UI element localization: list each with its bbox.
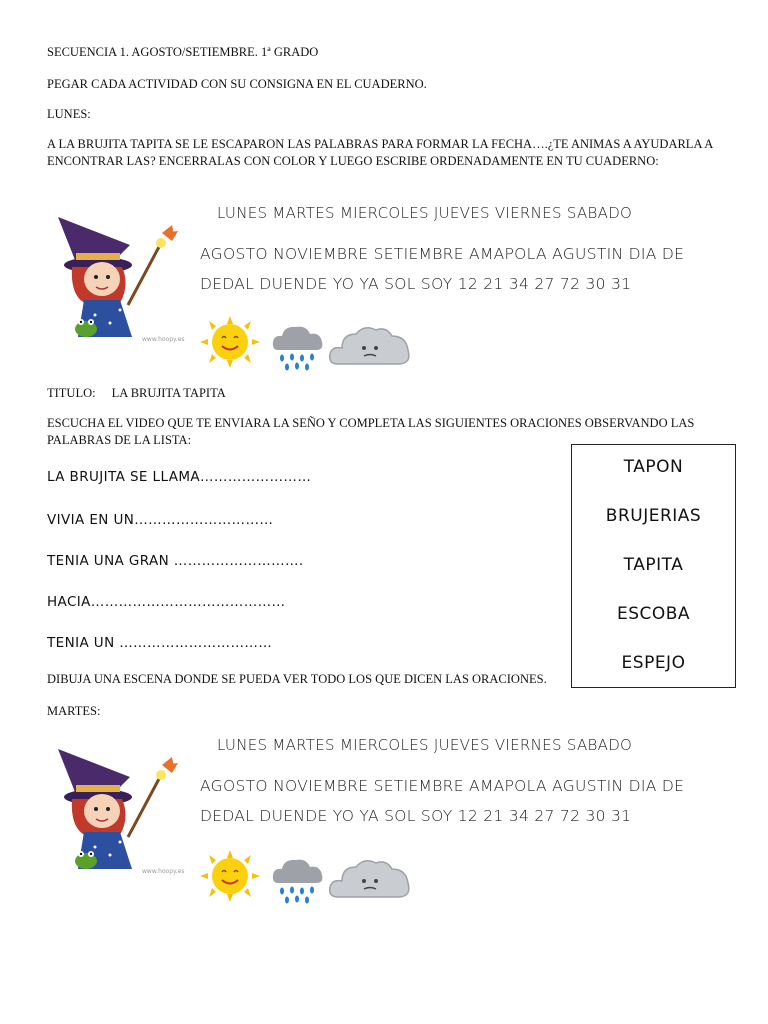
- word-list-item: ESPEJO: [621, 653, 686, 673]
- witch-illustration: [50, 205, 185, 345]
- title-value: LA BRUJITA TAPITA: [111, 386, 226, 400]
- instruction-find-words: A LA BRUJITA TAPITA SE LE ESCAPARON LAS PALABRAS PARA FORMAR LA FECHA….¿TE ANIMAS A AYUDARLA A ENCONTRAR LAS? ENCERRALAS CON COLOR Y LUEGO ESCRIBE ORDENADAMENTE EN TU CUADERNO:: [47, 137, 713, 168]
- header-line-2: PEGAR CADA ACTIVIDAD CON SU CONSIGNA EN EL CUADERNO.: [47, 77, 427, 91]
- word-row-misc: DEDAL DUENDE YO YA SOL SOY 12 21 34 27 72 30 31: [200, 275, 632, 293]
- sentence-3: TENIA UNA GRAN ……………………….: [47, 553, 304, 569]
- word-list-item: TAPON: [623, 457, 684, 477]
- word-list-item: ESCOBA: [616, 604, 691, 624]
- word-list-box: [571, 444, 736, 688]
- rain-cloud-icon: [270, 322, 326, 374]
- word-row-days: LUNES MARTES MIERCOLES JUEVES VIERNES SABADO: [217, 736, 633, 754]
- cloud-icon: [328, 324, 412, 372]
- word-row-months: AGOSTO NOVIEMBRE SETIEMBRE AMAPOLA AGUSTIN DIA DE: [200, 245, 685, 263]
- word-row-months: AGOSTO NOVIEMBRE SETIEMBRE AMAPOLA AGUSTIN DIA DE: [200, 777, 685, 795]
- witch-illustration: [50, 737, 185, 877]
- word-row-days: LUNES MARTES MIERCOLES JUEVES VIERNES SABADO: [217, 204, 633, 222]
- instruction-complete-sentences: ESCUCHA EL VIDEO QUE TE ENVIARA LA SEÑO Y COMPLETA LAS SIGUIENTES ORACIONES OBSERVANDO LAS PALABRAS DE LA LISTA:: [47, 416, 695, 447]
- word-row-misc: DEDAL DUENDE YO YA SOL SOY 12 21 34 27 72 30 31: [200, 807, 632, 825]
- day-label-monday: LUNES:: [47, 107, 91, 121]
- word-list-item: TAPITA: [623, 555, 684, 575]
- sentence-2: VIVIA EN UN…………………………: [47, 512, 274, 528]
- sun-icon: [200, 316, 260, 368]
- header-line-1: SECUENCIA 1. AGOSTO/SETIEMBRE. 1ª GRADO: [47, 45, 319, 59]
- sentence-1: LA BRUJITA SE LLAMA……………………: [47, 469, 312, 485]
- sun-icon: [200, 850, 260, 902]
- title-label: TITULO:: [47, 386, 96, 400]
- title-row: [47, 385, 226, 402]
- sentence-5: TENIA UN ……………………………: [47, 635, 273, 651]
- watermark-text: www.hoopy.es: [142, 336, 185, 343]
- word-list-item: BRUJERIAS: [605, 506, 702, 526]
- day-label-tuesday: MARTES:: [47, 704, 101, 718]
- sentence-4: HACIA……………………………………: [47, 594, 286, 610]
- instruction-draw-scene: DIBUJA UNA ESCENA DONDE SE PUEDA VER TODO LOS QUE DICEN LAS ORACIONES.: [47, 672, 547, 686]
- watermark-text: www.hoopy.es: [142, 868, 185, 875]
- rain-cloud-icon: [270, 855, 326, 907]
- cloud-icon: [328, 857, 412, 905]
